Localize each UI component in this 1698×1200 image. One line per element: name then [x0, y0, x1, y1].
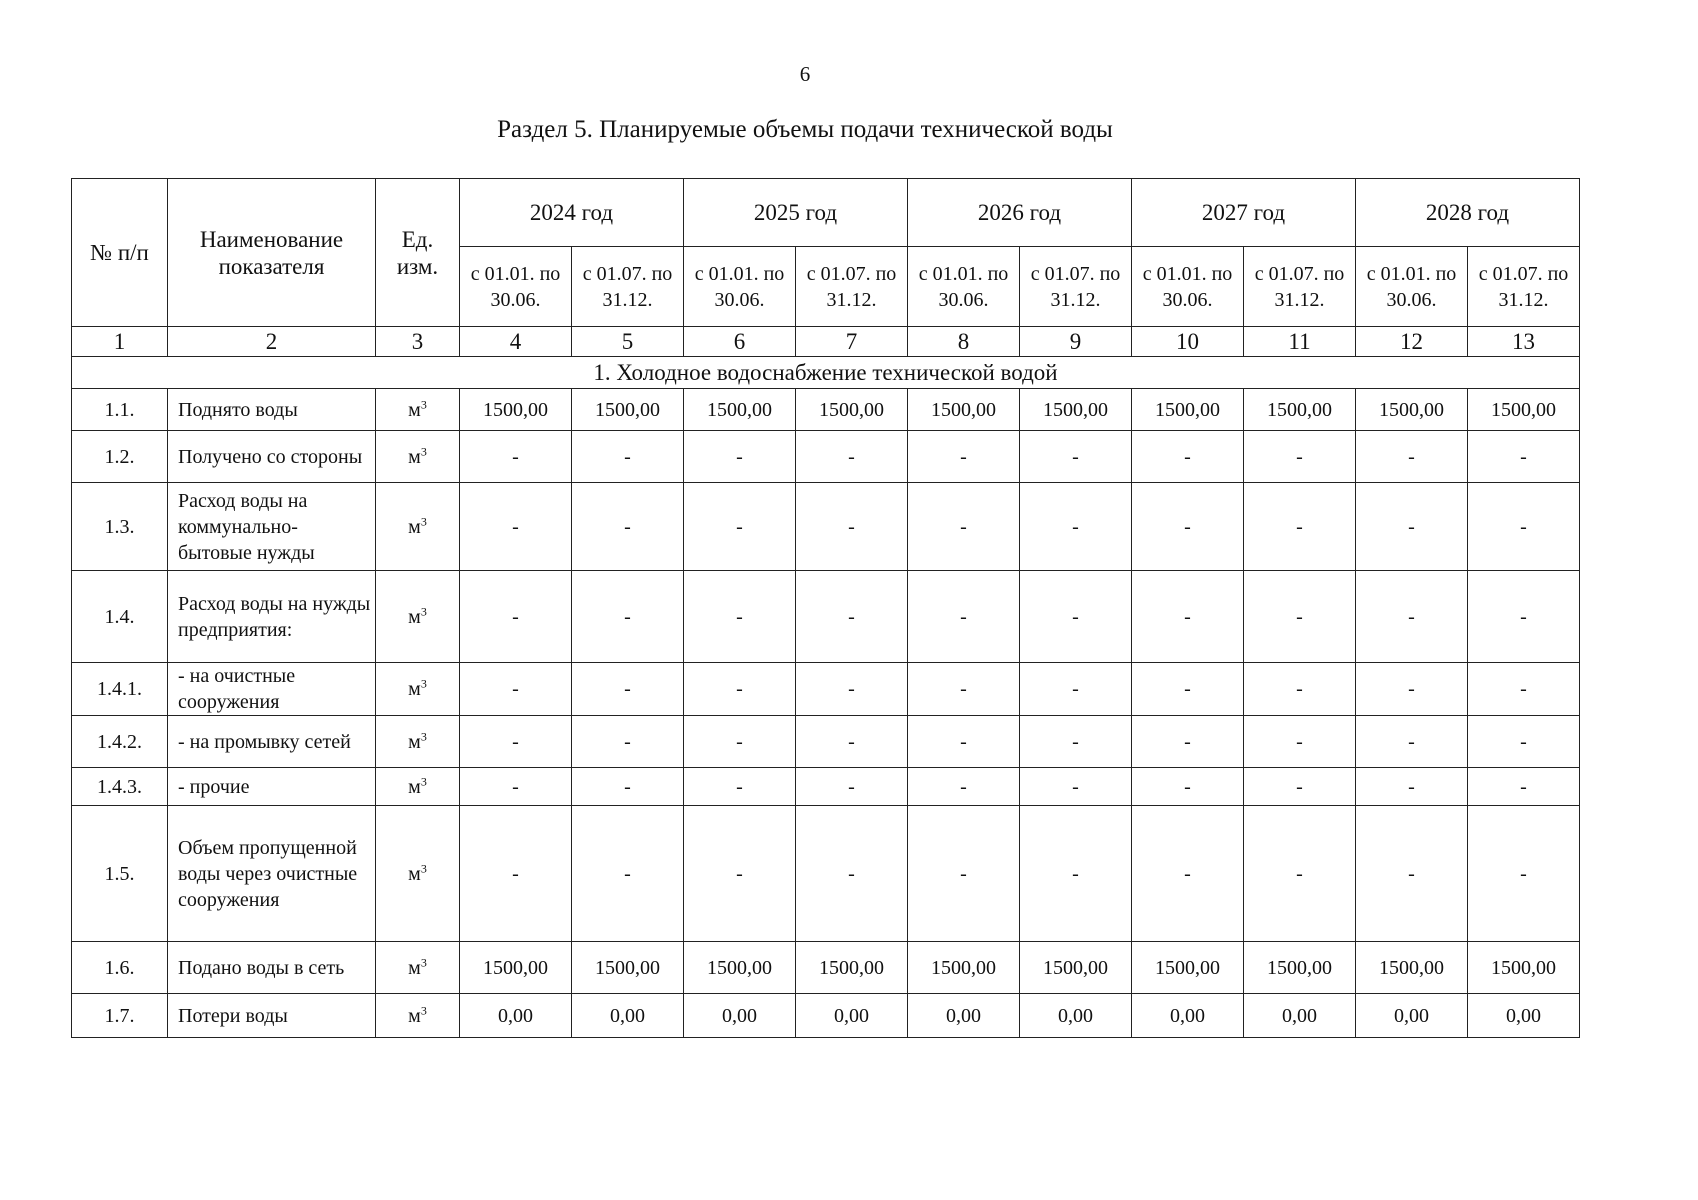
unit-exponent: 3: [420, 728, 427, 743]
table-row: [72, 431, 1580, 483]
row-indicator-name: Получено со стороны: [168, 431, 376, 483]
value-cell: -: [572, 571, 684, 663]
row-indicator-name: - прочие: [168, 768, 376, 806]
value-cell: -: [796, 806, 908, 942]
table-row: [72, 663, 1580, 716]
page-number: 6: [799, 62, 811, 86]
value-cell: -: [1244, 806, 1356, 942]
unit-exponent: 3: [420, 954, 427, 969]
value-cell: -: [572, 716, 684, 768]
unit-base: м: [408, 956, 421, 979]
value-cell: 1500,00: [572, 389, 684, 431]
column-index-cell: 5: [572, 327, 684, 357]
value-cell: -: [684, 806, 796, 942]
table-row: [72, 571, 1580, 663]
value-cell: -: [1244, 483, 1356, 571]
header-period: с 01.07. по 31.12.: [796, 247, 908, 327]
header-year: 2027 год: [1132, 179, 1356, 247]
water-supply-table: [71, 178, 1580, 1038]
value-cell: -: [1468, 806, 1580, 942]
value-cell: -: [572, 768, 684, 806]
value-cell: -: [1132, 483, 1244, 571]
row-unit: [376, 716, 460, 768]
table-row: [72, 389, 1580, 431]
value-cell: -: [1356, 571, 1468, 663]
column-index-row: [72, 327, 1580, 357]
unit-base: м: [408, 730, 421, 753]
value-cell: 0,00: [1244, 994, 1356, 1038]
value-cell: -: [796, 571, 908, 663]
value-cell: -: [1468, 571, 1580, 663]
row-number: 1.4.1.: [72, 663, 168, 716]
unit-exponent: 3: [420, 676, 427, 691]
value-cell: -: [908, 483, 1020, 571]
row-number: 1.1.: [72, 389, 168, 431]
value-cell: 0,00: [908, 994, 1020, 1038]
column-index-cell: 2: [168, 327, 376, 357]
value-cell: -: [684, 663, 796, 716]
row-unit: [376, 806, 460, 942]
value-cell: -: [1468, 663, 1580, 716]
row-indicator-name: Расход воды на нужды предприятия:: [168, 571, 376, 663]
column-index-cell: 1: [72, 327, 168, 357]
row-indicator-name: Потери воды: [168, 994, 376, 1038]
row-number: 1.2.: [72, 431, 168, 483]
column-index-cell: 6: [684, 327, 796, 357]
row-unit: [376, 389, 460, 431]
value-cell: 0,00: [796, 994, 908, 1038]
unit-base: м: [408, 775, 421, 798]
unit-exponent: 3: [420, 443, 427, 458]
row-number: 1.4.2.: [72, 716, 168, 768]
value-cell: 1500,00: [908, 389, 1020, 431]
value-cell: -: [460, 431, 572, 483]
value-cell: -: [460, 768, 572, 806]
row-unit: [376, 483, 460, 571]
section-title: 1. Холодное водоснабжение технической водой: [72, 357, 1580, 389]
value-cell: -: [1132, 431, 1244, 483]
value-cell: -: [572, 483, 684, 571]
value-cell: -: [1356, 483, 1468, 571]
value-cell: -: [1020, 716, 1132, 768]
value-cell: -: [796, 663, 908, 716]
value-cell: 1500,00: [796, 942, 908, 994]
value-cell: -: [1132, 571, 1244, 663]
value-cell: -: [796, 716, 908, 768]
value-cell: 1500,00: [572, 942, 684, 994]
value-cell: 1500,00: [1468, 389, 1580, 431]
header-period: с 01.07. по 31.12.: [1020, 247, 1132, 327]
value-cell: -: [1468, 483, 1580, 571]
row-unit: [376, 994, 460, 1038]
value-cell: 0,00: [1132, 994, 1244, 1038]
header-name: Наименование показателя: [168, 179, 376, 327]
header-num: № п/п: [72, 179, 168, 327]
table-row: [72, 806, 1580, 942]
unit-exponent: 3: [420, 396, 427, 411]
header-period: с 01.07. по 31.12.: [572, 247, 684, 327]
value-cell: -: [908, 571, 1020, 663]
row-indicator-name: - на очистные сооружения: [168, 663, 376, 716]
value-cell: -: [460, 571, 572, 663]
header-year: 2024 год: [460, 179, 684, 247]
value-cell: -: [1468, 768, 1580, 806]
value-cell: -: [908, 716, 1020, 768]
value-cell: -: [1244, 716, 1356, 768]
value-cell: 0,00: [1468, 994, 1580, 1038]
column-index-cell: 11: [1244, 327, 1356, 357]
value-cell: 0,00: [572, 994, 684, 1038]
value-cell: -: [1356, 806, 1468, 942]
column-index-cell: 7: [796, 327, 908, 357]
value-cell: 1500,00: [1244, 389, 1356, 431]
column-index-cell: 10: [1132, 327, 1244, 357]
value-cell: -: [1356, 663, 1468, 716]
value-cell: -: [460, 716, 572, 768]
value-cell: -: [1244, 571, 1356, 663]
value-cell: 1500,00: [908, 942, 1020, 994]
value-cell: -: [572, 663, 684, 716]
header-period: с 01.01. по 30.06.: [1356, 247, 1468, 327]
unit-base: м: [408, 605, 421, 628]
value-cell: -: [460, 483, 572, 571]
row-indicator-name: Поднято воды: [168, 389, 376, 431]
column-index-cell: 8: [908, 327, 1020, 357]
value-cell: -: [796, 483, 908, 571]
table-row: [72, 483, 1580, 571]
unit-exponent: 3: [420, 1002, 427, 1017]
value-cell: 1500,00: [1356, 942, 1468, 994]
value-cell: -: [684, 431, 796, 483]
column-index-cell: 4: [460, 327, 572, 357]
value-cell: 1500,00: [460, 942, 572, 994]
row-indicator-name: Расход воды на коммунально-бытовые нужды: [168, 483, 376, 571]
value-cell: -: [1020, 431, 1132, 483]
value-cell: 1500,00: [684, 942, 796, 994]
row-unit: [376, 571, 460, 663]
value-cell: -: [460, 663, 572, 716]
value-cell: -: [1468, 431, 1580, 483]
row-indicator-name: Подано воды в сеть: [168, 942, 376, 994]
value-cell: -: [1132, 716, 1244, 768]
unit-base: м: [408, 678, 421, 700]
row-indicator-name: Объем пропущенной воды через очистные сооружения: [168, 806, 376, 942]
unit-exponent: 3: [420, 773, 427, 788]
value-cell: -: [1468, 716, 1580, 768]
value-cell: -: [796, 768, 908, 806]
row-number: 1.7.: [72, 994, 168, 1038]
header-period: с 01.07. по 31.12.: [1468, 247, 1580, 327]
column-index-cell: 3: [376, 327, 460, 357]
value-cell: -: [1356, 716, 1468, 768]
header-year: 2026 год: [908, 179, 1132, 247]
row-number: 1.3.: [72, 483, 168, 571]
column-index-cell: 13: [1468, 327, 1580, 357]
value-cell: -: [460, 806, 572, 942]
table-row: [72, 942, 1580, 994]
row-number: 1.4.3.: [72, 768, 168, 806]
value-cell: -: [1244, 663, 1356, 716]
value-cell: -: [1020, 663, 1132, 716]
header-row-years: [72, 179, 1580, 247]
row-unit: [376, 942, 460, 994]
header-unit: Ед. изм.: [376, 179, 460, 327]
table-row: [72, 768, 1580, 806]
value-cell: 0,00: [1356, 994, 1468, 1038]
column-index-cell: 9: [1020, 327, 1132, 357]
value-cell: -: [572, 431, 684, 483]
row-number: 1.5.: [72, 806, 168, 942]
row-unit: [376, 768, 460, 806]
value-cell: 1500,00: [1468, 942, 1580, 994]
value-cell: 1500,00: [1020, 389, 1132, 431]
header-period: с 01.07. по 31.12.: [1244, 247, 1356, 327]
header-period: с 01.01. по 30.06.: [1132, 247, 1244, 327]
unit-base: м: [408, 515, 421, 538]
header-period: с 01.01. по 30.06.: [908, 247, 1020, 327]
value-cell: -: [796, 431, 908, 483]
value-cell: 1500,00: [1132, 942, 1244, 994]
unit-exponent: 3: [420, 603, 427, 618]
unit-exponent: 3: [420, 860, 427, 875]
unit-base: м: [408, 398, 421, 421]
value-cell: -: [1132, 768, 1244, 806]
value-cell: -: [1356, 768, 1468, 806]
header-period: с 01.01. по 30.06.: [684, 247, 796, 327]
value-cell: 1500,00: [1356, 389, 1468, 431]
value-cell: -: [684, 716, 796, 768]
value-cell: -: [1356, 431, 1468, 483]
value-cell: -: [1020, 768, 1132, 806]
value-cell: 0,00: [460, 994, 572, 1038]
value-cell: -: [1020, 483, 1132, 571]
value-cell: 1500,00: [1132, 389, 1244, 431]
value-cell: 0,00: [1020, 994, 1132, 1038]
row-unit: [376, 431, 460, 483]
row-indicator-name: - на промывку сетей: [168, 716, 376, 768]
value-cell: -: [908, 431, 1020, 483]
value-cell: -: [1020, 806, 1132, 942]
value-cell: -: [684, 483, 796, 571]
value-cell: -: [1244, 768, 1356, 806]
value-cell: -: [684, 768, 796, 806]
value-cell: -: [1244, 431, 1356, 483]
unit-base: м: [408, 1004, 421, 1027]
value-cell: -: [1132, 663, 1244, 716]
unit-base: м: [408, 445, 421, 468]
row-number: 1.4.: [72, 571, 168, 663]
header-year: 2025 год: [684, 179, 908, 247]
value-cell: -: [684, 571, 796, 663]
value-cell: 1500,00: [1244, 942, 1356, 994]
unit-base: м: [408, 862, 421, 885]
table-row: [72, 716, 1580, 768]
value-cell: -: [908, 663, 1020, 716]
value-cell: 1500,00: [1020, 942, 1132, 994]
value-cell: -: [1020, 571, 1132, 663]
unit-exponent: 3: [420, 513, 427, 528]
value-cell: 1500,00: [684, 389, 796, 431]
value-cell: 0,00: [684, 994, 796, 1038]
section-row: [72, 357, 1580, 389]
table-row: [72, 994, 1580, 1038]
row-unit: [376, 663, 460, 716]
page-title: Раздел 5. Планируемые объемы подачи технической воды: [497, 116, 1113, 143]
value-cell: 1500,00: [796, 389, 908, 431]
value-cell: 1500,00: [460, 389, 572, 431]
header-year: 2028 год: [1356, 179, 1580, 247]
value-cell: -: [1132, 806, 1244, 942]
value-cell: -: [908, 768, 1020, 806]
row-number: 1.6.: [72, 942, 168, 994]
value-cell: -: [908, 806, 1020, 942]
column-index-cell: 12: [1356, 327, 1468, 357]
value-cell: -: [572, 806, 684, 942]
header-period: с 01.01. по 30.06.: [460, 247, 572, 327]
